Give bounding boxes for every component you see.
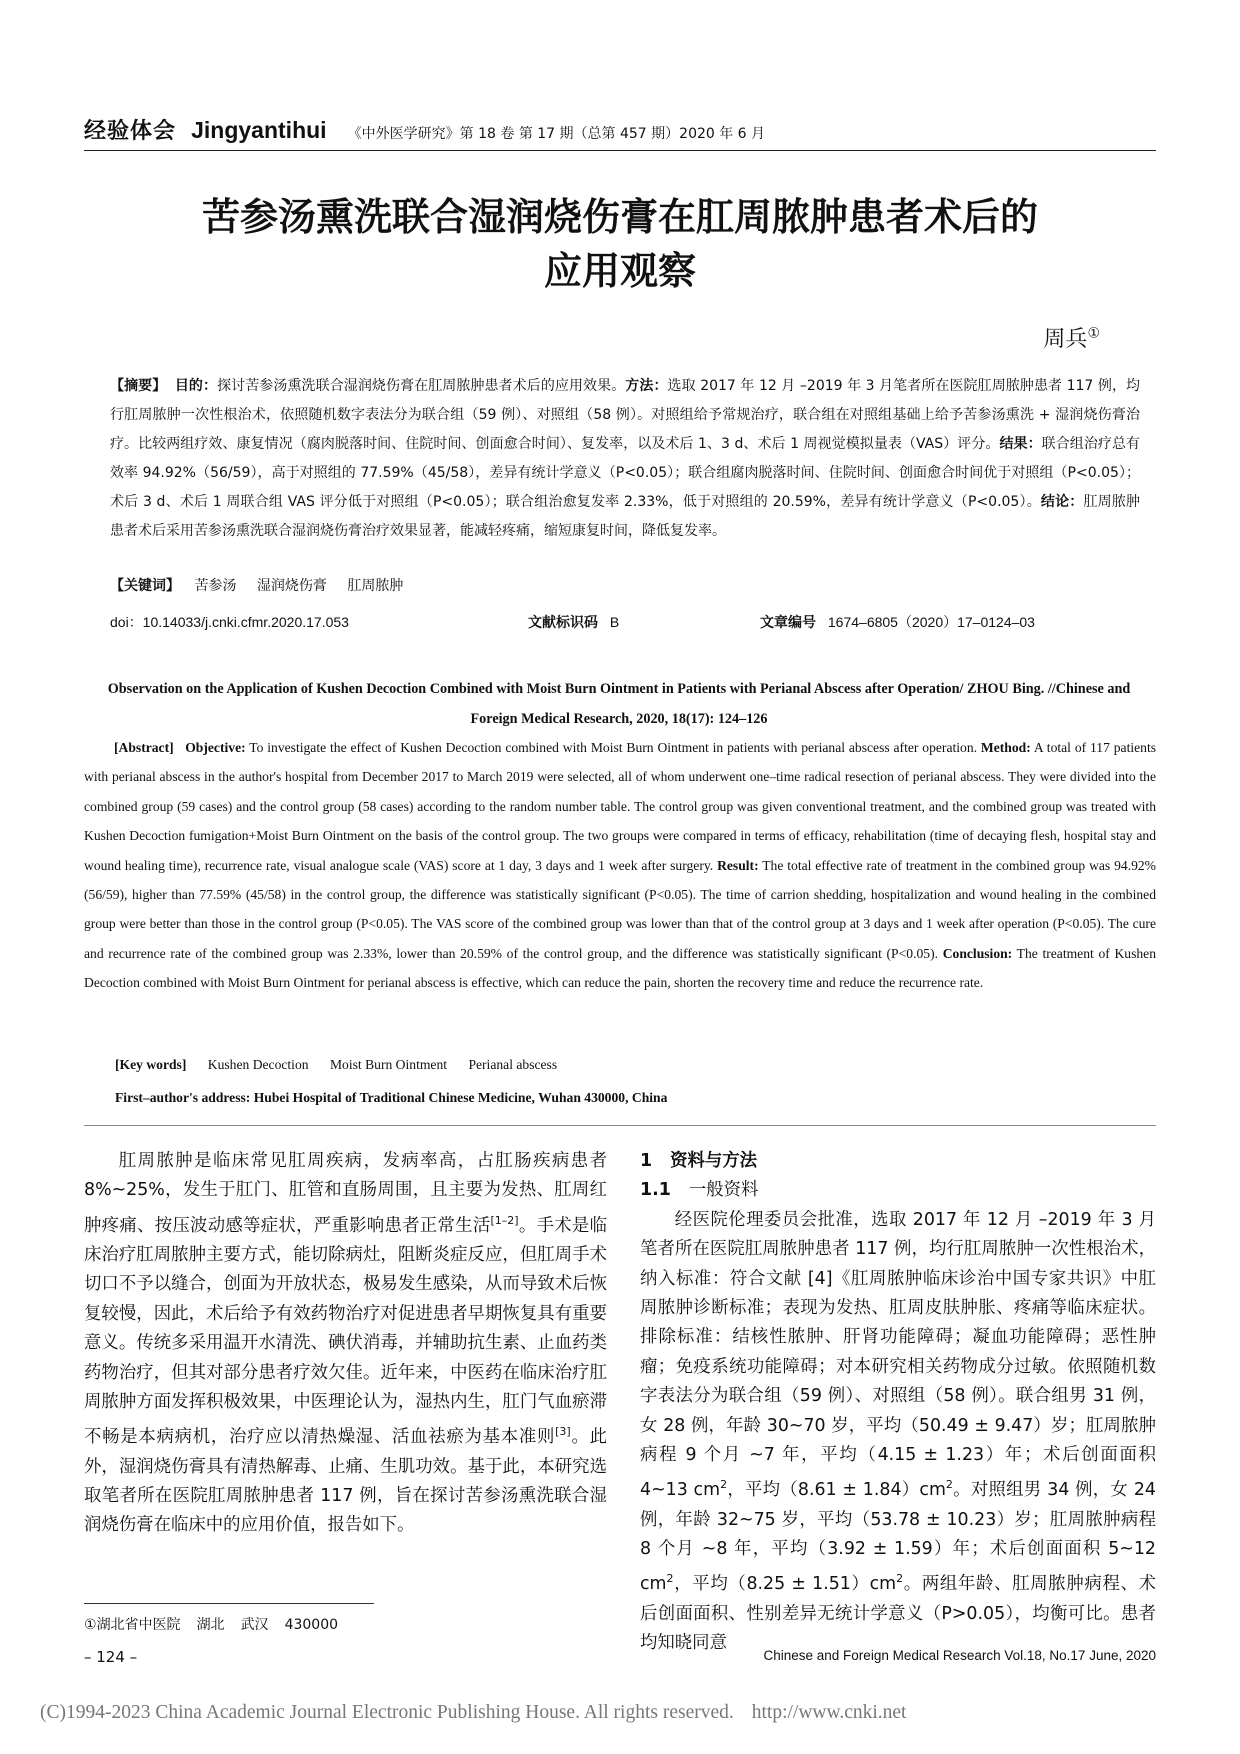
- footnote: [84, 1614, 338, 1634]
- keyword-en: Kushen Decoction: [207, 1057, 309, 1072]
- conclusion-cn: 肛周脓肿患者术后采用苦参汤熏洗联合湿润烧伤膏治疗效果显著，能减轻疼痛，缩短康复时间，降低复发率。: [110, 494, 1141, 539]
- result-cn: 联合组治疗总有效率 94.92%（56/59），高于对照组的 77.59%（45/58），差异有统计学意义（P<0.05）；联合组腐肉脱落时间、住院时间、创面愈合时间优于对照组（P<0.05）；术后 3 d、术后 1 周联合组 VAS 评分低于对照组（P<0.05）；联合组治愈复发率 2.33%，低于对照组的 20.59%，差异有统计学意义（P<0.05）。: [110, 436, 1141, 510]
- keyword-cn: 苦参汤: [194, 578, 237, 594]
- doi: doi：10.14033/j.cnki.cfmr.2020.17.053: [110, 614, 349, 630]
- keywords-en: [115, 1057, 1155, 1073]
- article-meta: [110, 612, 1140, 632]
- first-author-address: First–author's address: Hubei Hospital of Traditional Chinese Medicine, Wuhan 430000, China: [115, 1090, 668, 1105]
- keywords-cn: [110, 575, 1140, 595]
- subsection-heading: [640, 1176, 1156, 1205]
- section-tag-latin: Jingyantihui: [191, 117, 327, 143]
- methods-text-b: ，平均（8.61 ± 1.84）cm: [727, 1480, 946, 1501]
- methods-text-e: 。两组年龄、肛周脓肿病程、术后创面面积、性别差异无统计学意义（P>0.05），均衡可比。患者均知晓同意: [640, 1574, 1156, 1654]
- abstract-cn: [110, 372, 1140, 546]
- copyright-text: (C)1994-2023 China Academic Journal Electronic Publishing House. All rights reserved.: [40, 1702, 734, 1723]
- article-number: [760, 612, 1035, 632]
- section-number: 1: [640, 1151, 653, 1171]
- section-divider: [84, 1125, 1156, 1126]
- conclusion-cn-label: 结论：: [1040, 494, 1084, 510]
- method-cn-label: 方法：: [625, 378, 668, 394]
- running-header: [84, 114, 1164, 144]
- footnote-marker: ①: [84, 1617, 97, 1633]
- section-heading: [640, 1147, 1156, 1176]
- journal-issue-line: 《中外医学研究》第 18 卷 第 17 期（总第 457 期）2020 年 6 月: [347, 126, 766, 142]
- intro-text-b: 。手术是临床治疗肛周脓肿主要方式，能切除病灶，阻断炎症反应，但肛周手术切口不予以缝合，创面为开放状态，极易发生感染，从而导致术后恢复较慢，因此，术后给予有效药物治疗对促进患者早期恢复具有重要意义。传统多采用温开水清洗、碘伏消毒，并辅助抗生素、止血药类药物治疗，但其对部分患者疗效欠佳。近年来，中医药在临床治疗肛周脓肿方面发挥积极效果，中医理论认为，湿热内生，肛门气血瘀滞不畅是本病病机，治疗应以清热燥湿、活血祛瘀为基本准则: [84, 1215, 607, 1448]
- section-title: 资料与方法: [670, 1151, 758, 1171]
- document-code: [528, 612, 619, 632]
- copyright-notice: [40, 1702, 1200, 1724]
- methods-paragraph: [640, 1206, 1156, 1659]
- methods-text-a: 经医院伦理委员会批准，选取 2017 年 12 月 –2019 年 3 月笔者所在医院肛周脓肿患者 117 例，均行肛周脓肿一次性根治术，纳入标准：符合文献 [4]《肛周脓肿临床诊治中国专家共识》中肛周脓肿诊断标准；表现为发热、肛周皮肤肿胀、疼痛等临床症状。排除标准：结核性脓肿、肝肾功能障碍；凝血功能障碍；恶性肿瘤；免疫系统功能障碍；对本研究相关药物成分过敏。依照随机数字表法分为联合组（59 例）、对照组（58 例）。联合组男 31 例，女 28 例，年龄 30~70 岁，平均（50.49 ± 9.47）岁；肛周脓肿病程 9 个月 ~7 年，平均（4.15 ± 1.23）年；术后创面面积 4~13 cm: [640, 1209, 1156, 1501]
- methods-text-d: ，平均（8.25 ± 1.51）cm: [673, 1574, 897, 1595]
- abstract-cn-label: 【摘要】: [110, 378, 167, 394]
- author: [900, 322, 1100, 353]
- section-tag: 经验体会: [84, 119, 177, 144]
- document-code-label: 文献标识码: [528, 615, 598, 631]
- footnote-province: 湖北: [196, 1617, 225, 1633]
- result-cn-label: 结果：: [999, 436, 1042, 452]
- header-rule: [84, 150, 1156, 151]
- keyword-en: Perianal abscess: [468, 1057, 558, 1072]
- methods-text-c: 。对照组男 34 例，女 24 例，年龄 32~75 岁，平均（53.78 ± 10.23）岁；肛周脓肿病程 8 个月 ~8 年，平均（3.92 ± 1.59）年；术后创面面积 5~12 cm: [640, 1480, 1157, 1595]
- objective-cn-label: 目的：: [174, 378, 218, 394]
- keyword-cn: 肛周脓肿: [347, 578, 404, 594]
- title-line-1: 苦参汤熏洗联合湿润烧伤膏在肛周脓肿患者术后的: [201, 195, 1038, 239]
- citation-ref: [1–2]: [490, 1213, 519, 1227]
- objective-en-label: Objective:: [185, 740, 246, 755]
- document-code-value: B: [609, 614, 620, 630]
- objective-cn: 探讨苦参汤熏洗联合湿润烧伤膏在肛周脓肿患者术后的应用效果。: [217, 378, 626, 394]
- method-en-label: Method:: [980, 740, 1031, 755]
- subsection-title: 一般资料: [688, 1180, 759, 1201]
- superscript: 2: [945, 1478, 953, 1492]
- abstract-en-label: [Abstract]: [114, 740, 174, 755]
- intro-paragraph: [84, 1147, 607, 1541]
- keyword-en: Moist Burn Ointment: [329, 1057, 448, 1072]
- conclusion-en-label: Conclusion:: [942, 945, 1013, 961]
- method-cn: 选取 2017 年 12 月 –2019 年 3 月笔者所在医院肛周脓肿患者 117 例，均行肛周脓肿一次性根治术，依照随机数字表法分为联合组（59 例）、对照组（58 例）。对照组给予常规治疗，联合组在对照组基础上给予苦参汤熏洗 + 湿润烧伤膏治疗。比较两组疗效、康复情况（腐肉脱落时间、住院时间、创面愈合时间）、复发率，以及术后 1、3 d、术后 1 周视觉模拟量表（VAS）评分。: [110, 378, 1141, 452]
- footnote-city: 武汉: [240, 1617, 269, 1633]
- method-en: A total of 117 patients with perianal abscess in the author's hospital from December 2017 to March 2019 were selected, all of whom underwent one–time radical resection of perianal abscess. They were divided into the combined group (59 cases) and the control group (58 cases) according to the random number table. The control group was given conventional treatment, and the combined group was treated with Kushen Decoction fumigation+Moist Burn Ointment on the basis of the control group. The two groups were compared in terms of efficacy, rehabilitation (time of decaying flesh, hospital stay and wound healing time), recurrence rate, visual analogue scale (VAS) score at 1 day, 3 days and 1 week after surgery.: [84, 740, 1157, 873]
- footnote-affiliation: 湖北省中医院: [96, 1617, 181, 1633]
- english-title: Observation on the Application of Kushen Decoction Combined with Moist Burn Ointment in Patients with Perianal Abscess after Operation/ ZHOU Bing. //Chinese and Foreign Medical Research, 2020, 18(17): 124–126: [107, 681, 1131, 727]
- footnote-postcode: 430000: [284, 1617, 339, 1633]
- page-number: – 124 –: [84, 1648, 138, 1666]
- intro-text-a: 肛周脓肿是临床常见肛周疾病，发病率高，占肛肠疾病患者 8%~25%，发生于肛门、肛管和直肠周围，且主要为发热、肛周红肿疼痛、按压波动感等症状，严重影响患者正常生活: [84, 1151, 607, 1236]
- footnote-rule: [84, 1603, 374, 1604]
- superscript: 2: [666, 1572, 674, 1586]
- body-column-right: [640, 1147, 1156, 1659]
- citation-ref: [3]: [555, 1425, 571, 1439]
- article-number-label: 文章编号: [760, 615, 816, 631]
- intro-text-c: 。此外，湿润烧伤膏具有清热解毒、止痛、生肌功效。基于此，本研究选取笔者所在医院肛周脓肿患者 117 例，旨在探讨苦参汤熏洗联合湿润烧伤膏在临床中的应用价值，报告如下。: [84, 1427, 607, 1536]
- result-en: The total effective rate of treatment in the combined group was 94.92% (56/59), higher than 77.59% (45/58) in the control group, the difference was statistically significant (P<0.05). The time of carrion shedding, hospitalization and wound healing in the combined group were better than those in the control group (P<0.05). The VAS score of the combined group was lower than that of the control group at 3 days and 1 week after operation (P<0.05). The cure and recurrence rate of the combined group was 2.33%, lower than 20.59% of the control group, and the difference was statistically significant (P<0.05).: [84, 857, 1157, 961]
- article-title: [100, 190, 1140, 298]
- keywords-en-label: [Key words]: [115, 1057, 187, 1072]
- author-footnote-marker: ①: [1087, 325, 1100, 342]
- article-number-value: 1674–6805（2020）17–0124–03: [827, 614, 1035, 630]
- abstract-en: [84, 733, 1156, 998]
- keyword-cn: 湿润烧伤膏: [256, 578, 327, 594]
- body-column-left: [84, 1147, 607, 1541]
- objective-en: To investigate the effect of Kushen Decoction combined with Moist Burn Ointment in patients with perianal abscess after operation.: [249, 740, 978, 755]
- author-name: 周兵: [1043, 327, 1088, 352]
- copyright-url[interactable]: http://www.cnki.net: [751, 1702, 907, 1723]
- footer-journal: Chinese and Foreign Medical Research Vol.18, No.17 June, 2020: [763, 1648, 1156, 1663]
- superscript: 2: [720, 1478, 728, 1492]
- conclusion-en: The treatment of Kushen Decoction combined with Moist Burn Ointment for perianal abscess is effective, which can reduce the pain, shorten the recovery time and reduce the recurrence rate.: [84, 945, 1156, 991]
- keywords-cn-label: 【关键词】: [110, 578, 180, 594]
- result-en-label: Result:: [717, 857, 759, 873]
- superscript: 2: [896, 1572, 904, 1586]
- title-line-2: 应用观察: [543, 249, 696, 293]
- subsection-number: 1.1: [640, 1180, 671, 1201]
